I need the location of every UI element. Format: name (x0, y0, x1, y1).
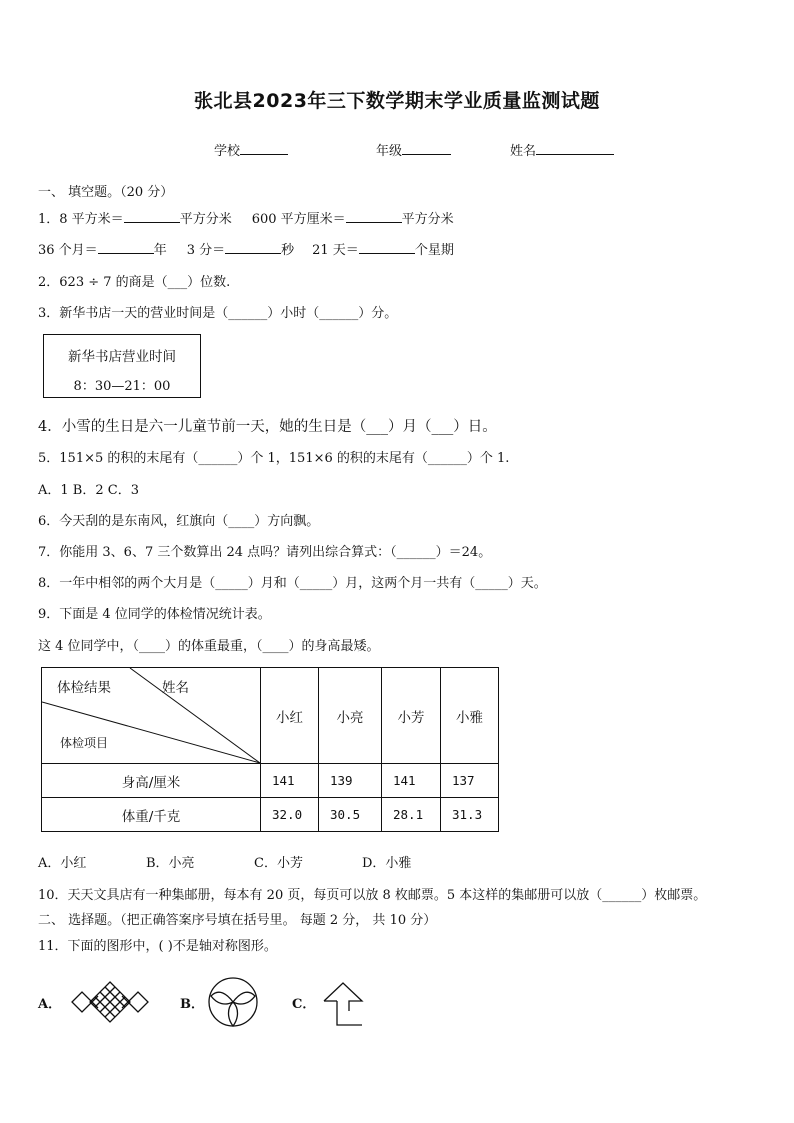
table-cell: 141 (261, 764, 319, 798)
hours-box-hours: 8：30—21：00 (73, 379, 171, 394)
header-item-label: 体检项目 (60, 736, 109, 750)
question-1-line-1 (38, 208, 454, 227)
question-1-line-2 (38, 239, 454, 258)
grade-label: 年级 (376, 144, 403, 159)
table-cell: 28.1 (382, 798, 441, 832)
q1-text-b: 平方分米 (179, 212, 232, 227)
circle-three-petal-icon (207, 976, 259, 1032)
header-name-label: 姓名 (162, 680, 189, 696)
section1-heading: 一、 填空题。（20 分） (38, 185, 174, 200)
q1-text-j: 个星期 (414, 243, 454, 258)
name-field (510, 140, 614, 159)
table-row (42, 798, 499, 832)
hours-box-title: 新华书店营业时间 (68, 349, 176, 365)
grade-field (376, 140, 451, 159)
table-cell: 30.5 (319, 798, 382, 832)
q11-option-a-label[interactable]: A． (38, 997, 62, 1012)
q1-blank-3[interactable] (98, 241, 154, 254)
student-name-cell: 小雅 (441, 668, 499, 764)
q1-text-e: 36 个月＝ (38, 243, 98, 258)
question-6: 6．今天刮的是东南风，红旗向（____）方向飘。 (38, 514, 320, 529)
student-name-cell: 小芳 (382, 668, 441, 764)
q1-text-d: 平方分米 (401, 212, 454, 227)
school-field (214, 140, 288, 159)
question-9-subtext: 这 4 位同学中，（____）的体重最重，（____）的身高最矮。 (38, 639, 380, 654)
table-cell: 32.0 (261, 798, 319, 832)
q1-text-h: 秒 (281, 243, 295, 258)
q1-blank-4[interactable] (225, 241, 281, 254)
school-blank[interactable] (240, 142, 288, 155)
health-check-table (41, 667, 499, 832)
table-header-row (42, 668, 499, 764)
question-7: 7．你能用 3、6、7 三个数算出 24 点吗？请列出综合算式：（______）＝24。 (38, 545, 492, 560)
knot-pattern-icon (70, 979, 150, 1029)
name-blank[interactable] (536, 142, 614, 155)
table-cell: 31.3 (441, 798, 499, 832)
arrow-hook-icon (322, 981, 366, 1033)
q9-option-b[interactable]: B．小亮 (146, 856, 195, 871)
q1-blank-1[interactable] (124, 210, 180, 223)
table-cell: 137 (441, 764, 499, 798)
row-label-weight: 体重/千克 (42, 798, 261, 832)
question-5: 5．151×5 的积的末尾有（______）个 1，151×6 的积的末尾有（______）个 1. (38, 451, 510, 466)
row-label-height: 身高/厘米 (42, 764, 261, 798)
q1-blank-5[interactable] (359, 241, 415, 254)
hours-box (43, 334, 201, 398)
question-11: 11．下面的图形中，( )不是轴对称图形。 (38, 939, 277, 954)
header-result-label: 体检结果 (57, 680, 111, 696)
grade-blank[interactable] (402, 142, 451, 155)
section2-heading: 二、 选择题。（把正确答案序号填在括号里。 每题 2 分， 共 10 分） (38, 913, 437, 928)
q1-blank-2[interactable] (346, 210, 402, 223)
question-4: 4．小雪的生日是六一儿童节前一天，她的生日是（___）月（___）日。 (38, 419, 497, 435)
name-label: 姓名 (510, 144, 537, 159)
question-9: 9．下面是 4 位同学的体检情况统计表。 (38, 607, 271, 622)
q9-option-c[interactable]: C．小芳 (254, 856, 303, 871)
q1-text-f: 年 (153, 243, 167, 258)
question-8: 8．一年中相邻的两个大月是（_____）月和（_____）月，这两个月一共有（_____）天。 (38, 576, 547, 591)
diagonal-header-cell (42, 668, 261, 764)
school-label: 学校 (214, 144, 241, 159)
student-name-cell: 小亮 (319, 668, 382, 764)
table-row (42, 764, 499, 798)
question-5-options: A．1 B．2 C．3 (38, 483, 139, 498)
question-2: 2．623 ÷ 7 的商是（___）位数. (38, 275, 231, 290)
q11-option-b-label[interactable]: B． (180, 997, 204, 1012)
q9-option-a[interactable]: A．小红 (38, 856, 87, 871)
table-cell: 141 (382, 764, 441, 798)
student-name-cell: 小红 (261, 668, 319, 764)
q11-option-c-label[interactable]: C． (292, 997, 316, 1012)
page-title: 张北县2023年三下数学期末学业质量监测试题 (194, 90, 600, 112)
q1-text-i: 21 天＝ (312, 243, 359, 258)
question-10: 10．天天文具店有一种集邮册，每本有 20 页，每页可以放 8 枚邮票。5 本这样的集邮册可以放（______）枚邮票。 (38, 888, 707, 903)
q1-text-c: 600 平方厘米＝ (251, 212, 346, 227)
table-cell: 139 (319, 764, 382, 798)
q9-option-d[interactable]: D．小雅 (362, 856, 412, 871)
question-3: 3．新华书店一天的营业时间是（______）小时（______）分。 (38, 306, 398, 321)
q1-text-g: 3 分＝ (186, 243, 226, 258)
q1-text-a: 1．8 平方米＝ (38, 212, 124, 227)
